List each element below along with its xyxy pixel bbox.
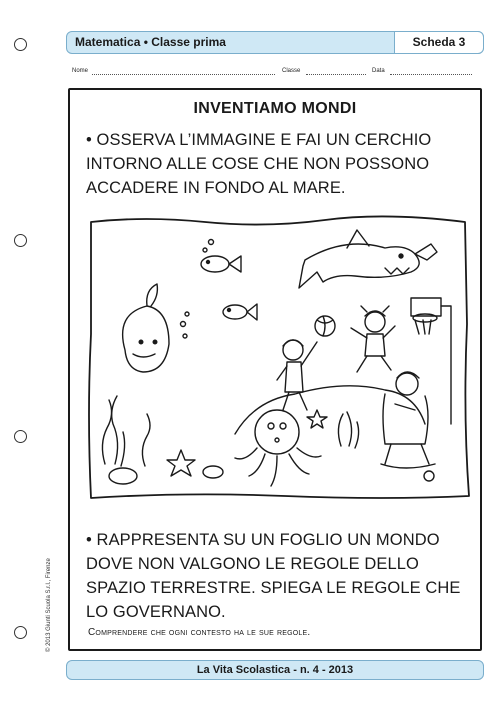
header-subject: Matematica • Classe prima xyxy=(75,35,226,49)
header-scheda-label: Scheda 3 xyxy=(394,31,484,54)
grandma-illustration xyxy=(381,372,435,468)
worksheet-title: INVENTIAMO MONDI xyxy=(193,100,357,117)
starfish-illustration xyxy=(307,410,327,428)
boy-illustration xyxy=(277,340,317,410)
fish-illustration xyxy=(223,304,257,320)
binder-hole xyxy=(14,626,27,639)
data-label: Data xyxy=(372,68,385,74)
starfish-illustration xyxy=(167,450,195,476)
nome-field[interactable] xyxy=(92,74,275,75)
stone-illustration xyxy=(109,468,137,484)
girl-illustration xyxy=(351,306,395,372)
nome-label: Nome xyxy=(72,68,89,74)
seaweed-illustration xyxy=(338,412,358,448)
shell-illustration xyxy=(203,466,223,478)
learning-note: Comprendere che ogni contesto ha le sue regole. xyxy=(88,627,311,638)
binder-hole xyxy=(14,234,27,247)
binder-hole xyxy=(14,38,27,51)
shell-illustration xyxy=(424,471,434,481)
classe-label: Classe xyxy=(282,68,301,74)
classe-field[interactable] xyxy=(306,74,366,75)
ball-illustration xyxy=(315,316,335,336)
underwater-illustration xyxy=(85,214,471,504)
basketball-hoop-illustration xyxy=(411,298,451,424)
seaweed-illustration xyxy=(102,396,150,466)
footer-bar: La Vita Scolastica - n. 4 - 2013 xyxy=(66,660,484,680)
binder-hole xyxy=(14,430,27,443)
instruction-represent: • RAPPRESENTA SU UN FOGLIO UN MONDO DOVE NON VALGONO LE REGOLE DELLO SPAZIO TERRESTRE. SPIEGA LE REGOLE CHE LO GOVERNANO. xyxy=(86,531,461,621)
data-field[interactable] xyxy=(390,74,472,75)
shark-illustration xyxy=(299,230,437,288)
worksheet-box xyxy=(68,88,482,651)
whale-illustration xyxy=(123,284,189,372)
instruction-observe: • OSSERVA L’IMMAGINE E FAI UN CERCHIO INTORNO ALLE COSE CHE NON POSSONO ACCADERE IN FONDO AL MARE. xyxy=(86,131,432,197)
student-fields xyxy=(72,66,472,80)
header-bar xyxy=(66,31,484,54)
copyright-text: © 2013 Giunti Scuola S.r.l., Firenze xyxy=(46,558,52,652)
octopus-illustration xyxy=(235,410,321,486)
fish-illustration xyxy=(201,240,241,273)
